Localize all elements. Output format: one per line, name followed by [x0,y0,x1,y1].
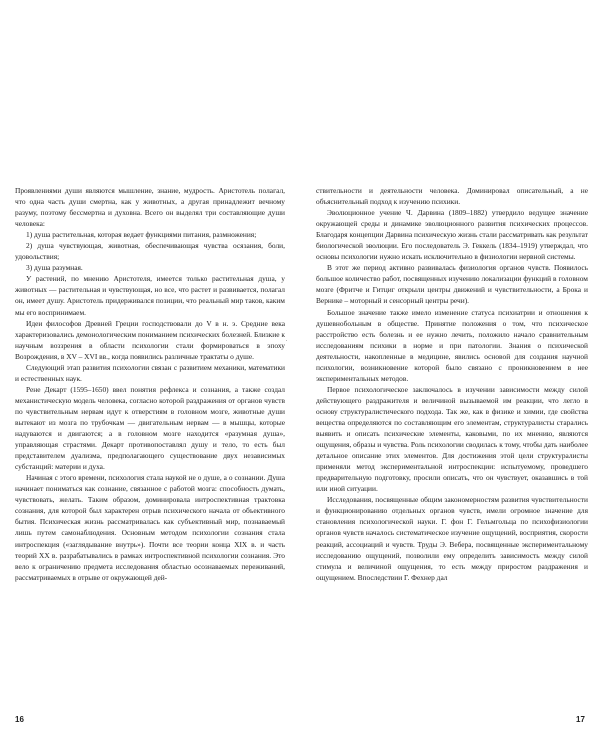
left-page-text [15,185,285,583]
paragraph: У растений, по мнению Аристотеля, имеется только растительная душа, у животных — растительная и чувствующая, но все, что растет и развивается, полагал он, имеет душу. Аристотель придерживался позиции, что реальный мир таков, каким мы его воспринимаем. [15,274,285,317]
page-number-left: 16 [15,715,24,724]
paragraph: Исследования, посвященные общим закономерностям развития чувствительности и функционированию отдельных органов чувств, имели огромное значение для становления психологической науки. Г. фон Г. Гельмгольца по психофизиологии органов чувств началось систематическое изучение ощущений, восприятия, скорости реакций, ассоциаций и чувств. Труды Э. Вебера, посвященные экспериментальному исследованию ощущений, позволили ему определить зависимость между силой стимула и величиной ощущения, то есть между приростом раздражения и ощущением. Впоследствии Г. Фехнер дал [316,495,588,582]
paragraph: Проявлениями души являются мышление, знание, мудрость. Аристотель полагал, что одна часть души смертна, как у животных, а другая принадлежит вечному разуму, поэтому бессмертна и духовна. Всего он выделял три составляющие души человека: [15,186,285,229]
paragraph: Идеи философов Древней Греции господствовали до V в н. э. Средние века характеризовались демонологическим пониманием психических болезней. Близкие к научным воззрения в области психологии стали формироваться в эпоху Возрождения, в XV – XVI вв., когда появились различные трактаты о душе. [15,318,285,361]
paragraph: Рене Декарт (1595–1650) ввел понятия рефлекса и сознания, а также создал механистическую модель человека, согласно которой раздражения от органов чувств по чувствительным нервам идут к отверстиям в головном мозге, животные души вытекают из мозга по трубочкам — двигательным нервам — в мышцы, которые надуваются и двигаются; а в головном мозге находится «разумная душа», управляющая страстями. Декарт противопоставлял душу и тело, то есть был представителем дуализма, предполагающего существование двух независимых субстанций: материи и духа. [15,384,285,472]
right-page-text [316,185,588,583]
soul-components-list [15,229,285,273]
gutter-mark [286,340,287,341]
list-item: 2) душа чувствующая, животная, обеспечивающая чувства осязания, боли, удовольствия; [15,241,285,262]
paragraph: Эволюционное учение Ч. Дарвина (1809–1882) утвердило ведущее значение окружающей среды и динамике эволюционного развития психических процессов. Благодаря концепции Дарвина психическую жизнь стали рассматривать как результат биологической эволюции. Его последователь Э. Геккель (1834–1919) утверждал, что основы психологии нужно искать исключительно в физиологии нервной системы. [316,208,588,262]
paragraph: В этот же период активно развивалась физиология органов чувств. Появилось большое количество работ, посвященных изучению локализации функций в головном мозге (Фритче и Гитциг открыли центры движений и чувствительности, а Брока и Вернике – моторный и сенсорный центры речи). [316,263,588,306]
paragraph: Первое психологическое заключалось в изучении зависимости между силой действующего раздражителя и величиной вызываемой им реакции, что легло в основу структуралистического подхода. Так же, как в физике и химии, где свойства вещества определяются по составляющим его элементам, структуралисты старались выявить и описать психические элементы, каковыми, по их мнению, являются ощущения, образы и чувства. Роль психологии сводилась к тому, чтобы дать наиболее детальное описание этих элементов. Для достижения этой цели структуралисты применяли метод экспериментальной интроспекции: испытуемому, проведшего предварительную подготовку, просили описать, что он чувствует, оказавшись в той или иной ситуации. [316,384,588,494]
list-item: 1) душа растительная, которая ведает функциями питания, размножения; [26,230,257,240]
paragraph: ствительности и деятельности человека. Доминировал описательный, а не объяснительный подход к изучению психики. [316,186,588,207]
paragraph: Следующий этап развития психологии связан с развитием механики, математики и естественных наук. [15,362,285,383]
list-item: 3) душа разумная. [26,263,83,273]
page-number-right: 17 [576,715,585,724]
paragraph: Начиная с этого времени, психология стала наукой не о душе, а о сознании. Душа начинает пониматься как сознание, связанное с работой мозга: способность думать, чувствовать, желать. Таким образом, доминировала интроспективная трактовка сознания, для которой был характерен отрыв психического начала от объективного бытия. Психическая жизнь рассматривалась как субъективный мир, познаваемый лишь путем самонаблюдения. Основным методом психологии сознания стала интроспекция («заглядывание внутрь»). Почти все теории конца XIX в. и часть теорий XX в. разрабатывались в рамках интроспективной психологии сознания. Это вело к ограничению предмета исследования областью осознаваемых переживаний, рассматриваемых в отрыве от окружающей дей- [15,473,285,582]
paragraph: Большое значение также имело изменение статуса психиатрии и отношения к душевнобольным в обществе. Принятие положения о том, что психическое расстройство есть болезнь и ее нужно лечить, положило начало сравнительным исследованиям психики в норме и при патологии. Знания о психической деятельности, накопленные в медицине, явились основой для создания научной психологии, возникновение которой было связано с проникновением в нее экспериментальных методов. [316,307,588,383]
